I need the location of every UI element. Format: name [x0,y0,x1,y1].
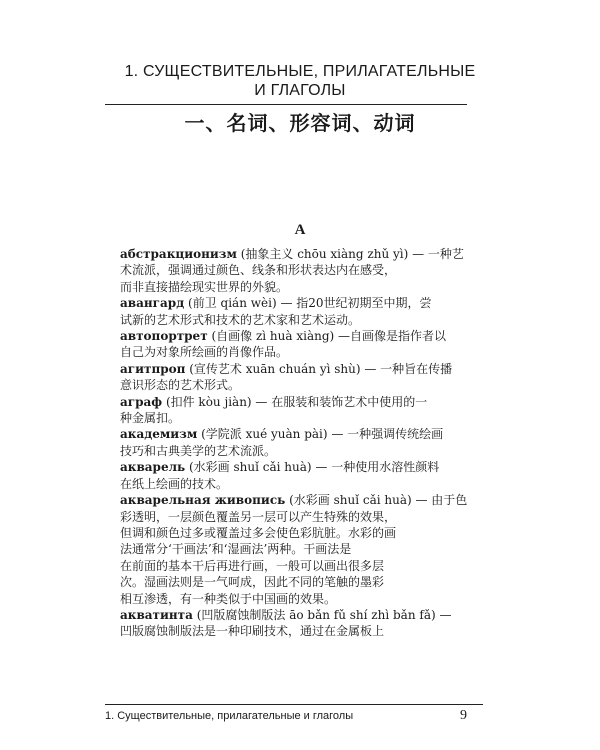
chapter-title-ru [0,62,600,100]
entry-headword: авангард [120,296,185,311]
entry-headword: академизм [120,427,198,442]
entry-text: 彩透明，一层颜色覆盖另一层可以产生特殊的效果， [120,509,397,524]
entry-text: (水彩画 shuǐ cǎi huà) — 一种使用水溶性颜料 [185,460,440,475]
entry-line [120,377,472,393]
entry-text: (水彩画 shuǐ cǎi huà) — 由于色 [285,493,468,508]
entry-line [120,476,472,492]
entry-line [120,279,472,295]
dictionary-entry [120,426,472,459]
chapter-title-line2: И ГЛАГОЛЫ [254,82,346,99]
entry-headword: абстракционизм [120,247,237,261]
entry-line [120,492,472,508]
entry-text: 种金属扣。 [120,411,181,426]
entry-line [120,574,472,590]
entry-text: 但调和颜色过多或覆盖过多会使色彩肮脏。水彩的画 [120,525,397,540]
chapter-title-line1: 1. СУЩЕСТВИТЕЛЬНЫЕ, ПРИЛАГАТЕЛЬНЫЕ [124,63,476,80]
entry-text: 次。湿画法则是一气呵成，因此不同的笔触的墨彩 [120,575,385,590]
dictionary-entry [120,394,472,427]
entry-line [120,262,472,278]
dictionary-entry [120,361,472,394]
chapter-title-zh: 一、名词、形容词、动词 [184,111,416,135]
entry-line [120,312,472,328]
entry-line [120,394,472,410]
dictionary-entry [120,246,472,295]
entry-line [120,525,472,541]
footer-rule [105,704,483,705]
entry-text: (自画像 zì huà xiàng) —自画像是指作者以 [207,329,447,344]
page-number: 9 [460,708,467,723]
entry-line [120,344,472,360]
entry-text: 法通常分‘干画法’和‘湿画法’两种。干画法是 [120,542,352,557]
entry-text: (学院派 xué yuàn pài) — 一种强调传统绘画 [197,427,444,442]
entry-line [120,607,472,623]
entry-line [120,541,472,557]
entry-text: (凹版腐蚀制版法 āo bǎn fǔ shí zhì bǎn fǎ) — [192,607,452,622]
entry-text: 在前面的基本干后再进行画，一般可以画出很多层 [120,558,385,573]
entry-line [120,410,472,426]
entry-headword: аграф [120,394,163,409]
dictionary-entry [120,607,472,640]
entry-headword: автопортрет [120,329,208,344]
entry-text: 在纸上绘画的技术。 [120,476,229,491]
entry-text: 而非直接描绘现实世界的外貌。 [120,279,289,294]
dictionary-entry [120,295,472,328]
entry-text: (扣件 kòu jiàn) — 在服装和装饰艺术中使用的一 [162,394,428,409]
entry-text: 技巧和古典美学的艺术流派。 [120,443,277,458]
entry-line [120,623,472,639]
entry-text: 意识形态的艺术形式。 [120,378,241,393]
entry-line [120,361,472,377]
dictionary-entry [120,328,472,361]
dictionary-entries [120,246,472,640]
entry-line [120,443,472,459]
entry-text: 自己为对象所绘画的肖像作品。 [120,345,289,360]
footer-chapter: 1. Существительные, прилагательные и глаголы [105,710,354,722]
header-rule [105,104,467,105]
entry-text: (抽象主义 chōu xiàng zhǔ yì) — 一种艺 [236,247,464,261]
entry-text: (宣传艺术 xuān chuán yì shù) — 一种旨在传播 [185,361,453,376]
entry-text: (前卫 qián wèi) — 指20世纪初期至中期，尝 [184,296,432,311]
entry-headword: акварельная живопись [120,493,286,508]
entry-line [120,295,472,311]
dictionary-entry [120,492,472,607]
entry-text: 相互渗透，有一种类似于中国画的效果。 [120,591,337,606]
entry-headword: агитпроп [120,361,186,376]
entry-headword: акватинта [120,607,193,622]
entry-text: 试新的艺术形式和技术的艺术家和艺术运动。 [120,312,361,327]
entry-line [120,459,472,475]
entry-text: 术流派，强调通过颜色、线条和形状表达内在感受， [120,263,397,278]
entry-line [120,591,472,607]
entry-line [120,509,472,525]
section-letter: А [294,222,306,238]
entry-line [120,426,472,442]
entry-line [120,558,472,574]
entry-headword: акварель [120,460,186,475]
entry-line [120,246,472,262]
entry-line [120,328,472,344]
entry-text: 凹版腐蚀制版法是一种印刷技术，通过在金属板上 [120,624,385,639]
dictionary-entry [120,459,472,492]
